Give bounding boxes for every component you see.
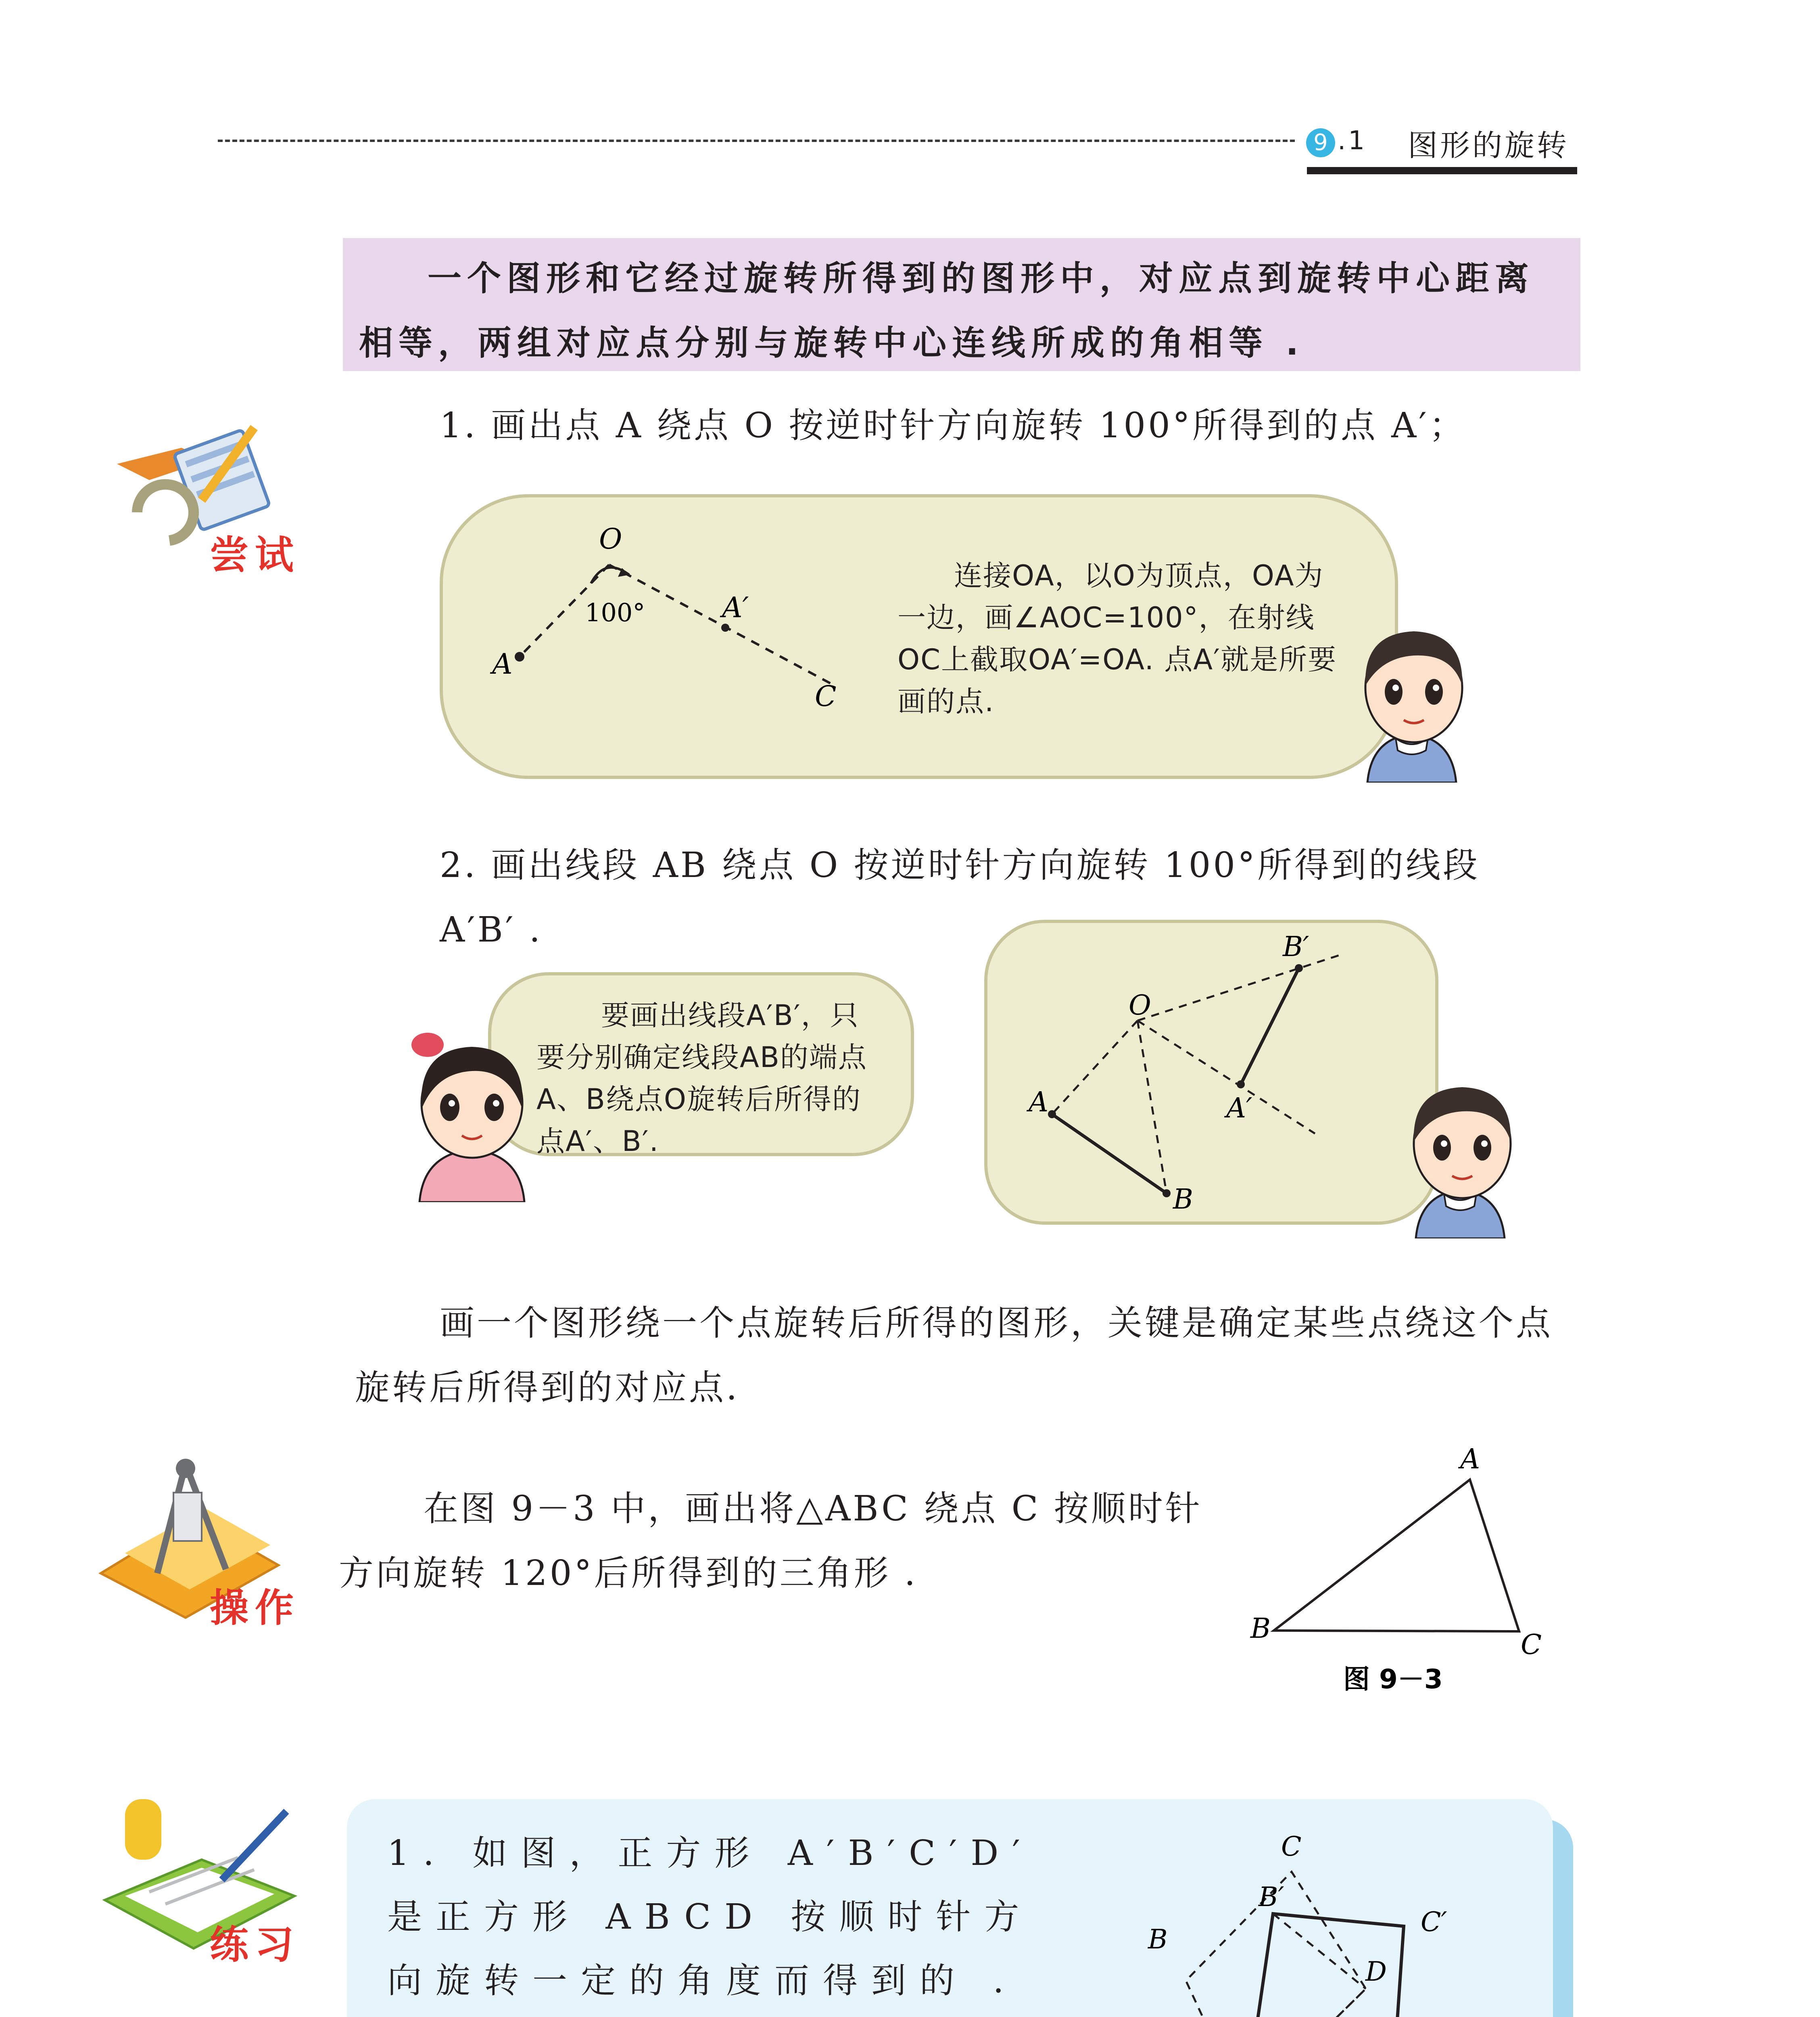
triangle-ABC [1274,1480,1519,1631]
section-title: 图形的旋转 [1408,128,1569,163]
segment-OB [1138,1021,1167,1193]
segment-A-prime-B-prime [1241,968,1299,1084]
label-C: C [815,680,837,713]
section-number: .1 [1338,126,1367,156]
label-D: D [1365,1956,1387,1987]
label-B-prime: B′ [1259,1881,1284,1913]
girl-avatar [403,1025,541,1202]
boy-avatar-1 [1343,617,1480,783]
label-A: A [492,647,513,681]
label-B: B [1148,1924,1168,1955]
label-B-prime: B′ [1283,931,1309,963]
label-A-prime: A′ [1226,1092,1252,1124]
boy-avatar-2 [1392,1073,1529,1238]
chapter-number-badge: 9 [1306,128,1335,157]
segment-OA [1052,1021,1138,1114]
property-text: 一个图形和它经过旋转所得到的图形中，对应点到旋转中心距离相等，两组对应点分别与旋转中心连线所成的角相等 . [359,259,1535,363]
header-solid-rule [1307,167,1577,174]
header-dashed-rule [218,140,1295,142]
label-A: A [1029,1086,1049,1118]
point-B-prime [1295,964,1303,972]
try-item-1: 1. 画出点 A 绕点 O 按逆时针方向旋转 100°所得到的点 A′； [440,405,1466,446]
point-A-prime [721,624,729,632]
label-angle: 100° [585,598,645,627]
ray-OB-prime [1138,955,1339,1021]
segment-B-prime-D [1273,1914,1366,1989]
point-A [1048,1110,1056,1118]
practice-figure [1121,1811,1484,2017]
segment-AB [1052,1114,1167,1193]
key-point-text: 画一个图形绕一个点旋转后所得的图形，关键是确定某些点绕这个点旋转后所得到的对应点. [355,1303,1553,1408]
figure-caption: 图 9－3 [1343,1664,1443,1695]
try-bubble-2-text: 要画出线段A′B′，只要分别确定线段AB的端点A、B绕点O旋转后所得的点A′、B′. [536,999,867,1158]
point-A [515,652,524,662]
label-A: A [1460,1443,1480,1475]
try-figure-2 [1025,924,1371,1214]
label-C-prime: C′ [1421,1906,1447,1938]
point-B [1163,1189,1171,1197]
label-B: B [1250,1613,1271,1645]
figure-9-3 [1234,1436,1573,1718]
label-O: O [599,522,622,555]
try-bubble-1-text: 连接OA，以O为顶点，OA为一边，画∠AOC=100°，在射线OC上截取OA′=OA. 点A′就是所要画的点. [897,559,1337,718]
try-label: 尝试 [210,532,300,578]
try-item-2: 2. 画出线段 AB 绕点 O 按逆时针方向旋转 100°所得到的线段 A′B′ . [440,845,1480,950]
practice-label: 练习 [210,1922,300,1967]
label-A-prime: A′ [722,591,749,624]
try-figure-1 [476,516,900,726]
label-O: O [1129,990,1151,1021]
practice-text: 1. 如图，正方形 A′B′C′D′ 是正方形 ABCD 按顺时针方向旋转一定的角度而得到的 . [387,1833,1034,2001]
operation-text: 在图 9－3 中，画出将△ABC 绕点 C 按顺时针方向旋转 120°后所得到的三角形 . [339,1489,1202,1593]
point-A-prime [1237,1080,1245,1088]
label-C: C [1281,1831,1302,1862]
label-B: B [1173,1184,1193,1214]
label-C: C [1521,1629,1542,1661]
operation-label: 操作 [210,1585,300,1631]
